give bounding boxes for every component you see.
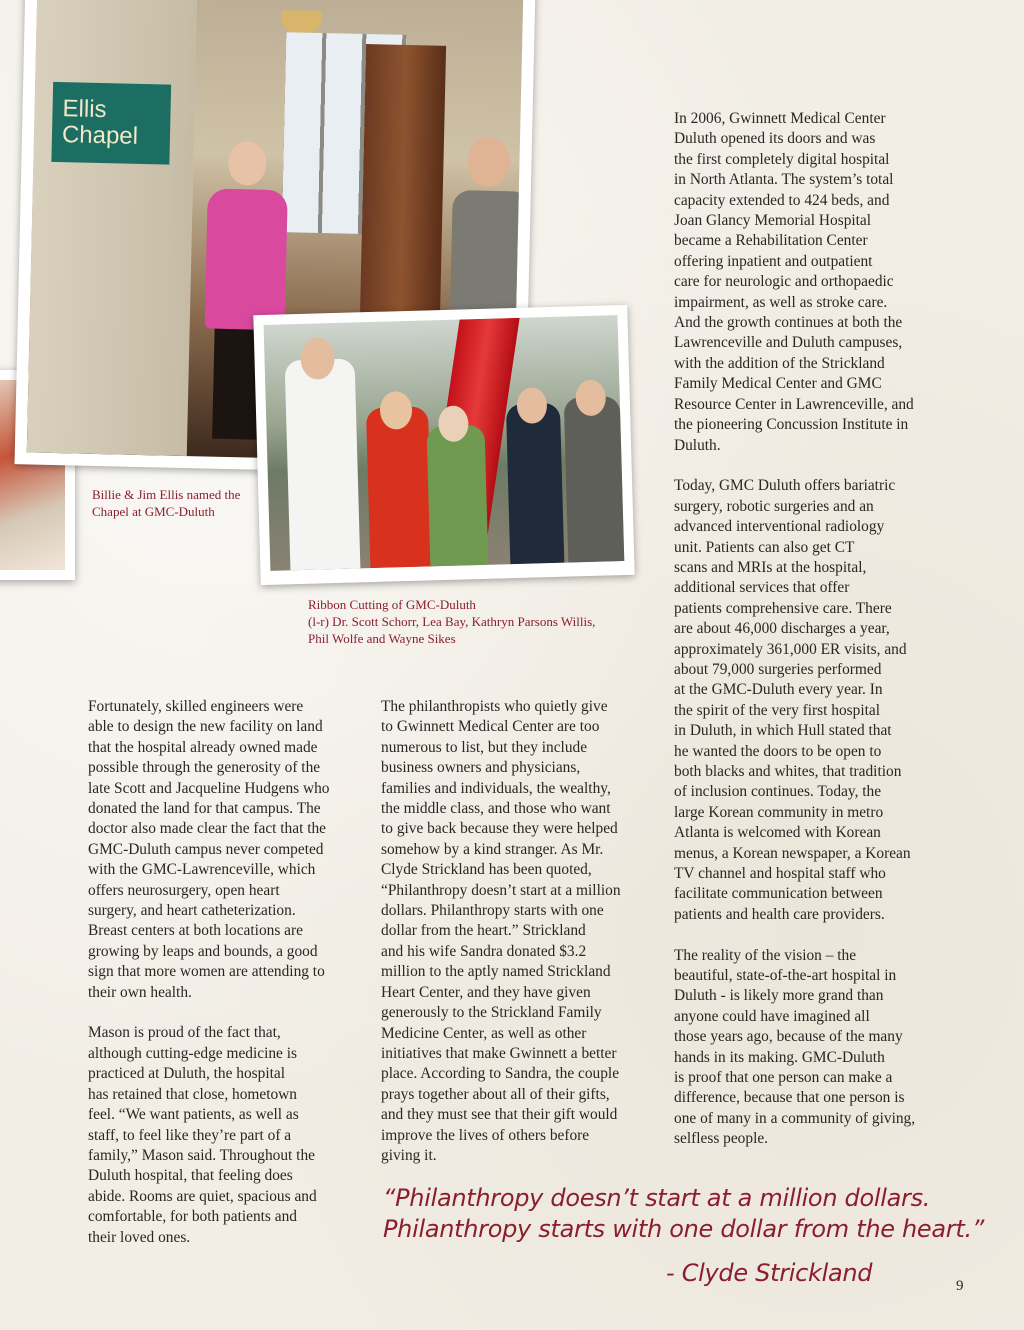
text-line: the pioneering Concussion Institute in: [674, 416, 909, 434]
text-line: Resource Center in Lawrenceville, and: [674, 395, 914, 413]
text-line: Duluth opened its doors and was: [674, 130, 876, 148]
text-line: The reality of the vision – the: [674, 946, 857, 964]
person-lea-bay: [366, 406, 432, 568]
text-line: capacity extended to 424 beds, and: [674, 191, 890, 209]
text-line: he wanted the doors to be open to: [674, 742, 882, 760]
text-line: in North Atlanta. The system’s total: [674, 171, 894, 189]
text-line: difference, because that one person is: [674, 1089, 905, 1107]
text-line: business owners and physicians,: [381, 759, 581, 777]
text-line: offering inpatient and outpatient: [674, 252, 873, 270]
person-phil-wolfe: [506, 403, 564, 564]
text-line: in Duluth, in which Hull stated that: [674, 722, 892, 740]
text-line: beautiful, state-of-the-art hospital in: [674, 967, 897, 985]
text-line: initiatives that make Gwinnett a better: [381, 1044, 617, 1062]
text-line: of inclusion continues. Today, the: [674, 783, 882, 801]
quote-attribution: - Clyde Strickland: [666, 1259, 873, 1287]
text-line: dollars. Philanthropy starts with one: [381, 902, 604, 920]
text-line: anyone could have imagined all: [674, 1007, 870, 1025]
person-kathryn-parsons-willis: [426, 425, 488, 567]
paragraph: [88, 697, 358, 1003]
text-line: possible through the generosity of the: [88, 759, 321, 777]
text-line: to Gwinnett Medical Center are too: [381, 718, 600, 736]
chapel-door: [359, 44, 446, 346]
text-line: TV channel and hospital staff who: [674, 865, 886, 883]
text-line: unit. Patients can also get CT: [674, 538, 855, 556]
text-line: Mason is proud of the fact that,: [88, 1024, 281, 1042]
caption-line: Ribbon Cutting of GMC-Duluth: [308, 597, 476, 612]
text-line: impairment, as well as stroke care.: [674, 293, 888, 311]
text-line: their own health.: [88, 983, 192, 1001]
text-line: are about 46,000 discharges a year,: [674, 620, 890, 638]
text-line: families and individuals, the wealthy,: [381, 779, 611, 797]
text-line: Joan Glancy Memorial Hospital: [674, 212, 872, 230]
paragraph: [88, 1023, 358, 1247]
photo-ribbon-cutting: [253, 305, 634, 585]
text-line: GMC-Duluth campus never competed: [88, 840, 324, 858]
text-line: place. According to Sandra, the couple: [381, 1065, 620, 1083]
text-line: has retained that close, hometown: [88, 1085, 297, 1103]
text-line: somehow by a kind stranger. As Mr.: [381, 840, 604, 858]
text-line: Family Medical Center and GMC: [674, 375, 882, 393]
text-line: about 79,000 surgeries performed: [674, 660, 882, 678]
text-line: with the GMC-Lawrenceville, which: [88, 861, 316, 879]
ceiling-light: [281, 10, 321, 33]
text-line: although cutting-edge medicine is: [88, 1044, 297, 1062]
text-line: donated the land for that campus. The: [88, 800, 321, 818]
page-number: 9: [956, 1278, 964, 1294]
text-line: Heart Center, and they have given: [381, 983, 591, 1001]
text-line: Clyde Strickland has been quoted,: [381, 861, 592, 879]
caption-ellis-chapel: [92, 486, 262, 520]
text-line: to give back because they were helped: [381, 820, 618, 838]
text-line: the spirit of the very first hospital: [674, 701, 881, 719]
paragraph: [674, 946, 944, 1150]
text-line: large Korean community in metro: [674, 803, 884, 821]
text-line: scans and MRIs at the hospital,: [674, 558, 867, 576]
text-line: patients comprehensive care. There: [674, 599, 892, 617]
text-column-3: [674, 109, 944, 1170]
text-line: Fortunately, skilled engineers were: [88, 698, 304, 715]
text-line: generously to the Strickland Family: [381, 1004, 602, 1022]
text-line: comfortable, for both patients and: [88, 1208, 297, 1226]
pull-quote-line: Philanthropy starts with one dollar from the heart.”: [383, 1215, 984, 1243]
chapel-sign-line-2: Chapel: [61, 121, 139, 150]
text-column-2: [381, 697, 651, 1187]
text-line: staff, to feel like they’re part of a: [88, 1126, 292, 1144]
text-line: In 2006, Gwinnett Medical Center: [674, 110, 886, 127]
text-line: abide. Rooms are quiet, spacious and: [88, 1187, 317, 1205]
text-line: feel. “We want patients, as well as: [88, 1106, 299, 1124]
text-line: the middle class, and those who want: [381, 800, 611, 818]
text-line: menus, a Korean newspaper, a Korean: [674, 844, 911, 862]
text-line: million to the aptly named Strickland: [381, 963, 611, 981]
text-line: And the growth continues at both the: [674, 314, 903, 332]
text-line: late Scott and Jacqueline Hudgens who: [88, 779, 330, 797]
paragraph: [674, 109, 944, 456]
photo-ribbon-cutting-image: [264, 315, 625, 571]
text-line: improve the lives of others before: [381, 1126, 590, 1144]
text-line: Today, GMC Duluth offers bariatric: [674, 477, 896, 495]
text-line: those years ago, because of the many: [674, 1028, 903, 1046]
text-line: sign that more women are attending to: [88, 963, 325, 981]
caption-ribbon-cutting: [308, 596, 628, 647]
text-line: Duluth hospital, that feeling does: [88, 1167, 293, 1185]
text-line: is proof that one person can make a: [674, 1069, 893, 1087]
paragraph: [674, 476, 944, 925]
caption-line: (l-r) Dr. Scott Schorr, Lea Bay, Kathryn Parsons Willis,: [308, 614, 596, 629]
text-line: giving it.: [381, 1146, 437, 1164]
text-line: both blacks and whites, that tradition: [674, 762, 902, 780]
text-line: growing by leaps and bounds, a good: [88, 942, 318, 960]
text-line: hands in its making. GMC-Duluth: [674, 1048, 885, 1066]
text-line: family,” Mason said. Throughout the: [88, 1146, 315, 1164]
text-line: Duluth - is likely more grand than: [674, 987, 884, 1005]
caption-line: Chapel at GMC-Duluth: [92, 504, 215, 519]
text-line: one of many in a community of giving,: [674, 1109, 916, 1127]
text-line: facilitate communication between: [674, 885, 883, 903]
text-line: prays together about all of their gifts,: [381, 1085, 610, 1103]
caption-line: Billie & Jim Ellis named the: [92, 487, 241, 502]
text-line: dollar from the heart.” Strickland: [381, 922, 586, 940]
pull-quote-line: “Philanthropy doesn’t start at a million dollars.: [383, 1184, 931, 1212]
text-line: surgery, and heart catheterization.: [88, 902, 296, 920]
text-line: practiced at Duluth, the hospital: [88, 1065, 286, 1083]
paragraph: [381, 697, 651, 1166]
text-line: Medicine Center, as well as other: [381, 1024, 587, 1042]
text-line: care for neurologic and orthopaedic: [674, 273, 894, 291]
chapel-wall: [27, 0, 198, 456]
text-line: approximately 361,000 ER visits, and: [674, 640, 907, 658]
text-line: the first completely digital hospital: [674, 150, 890, 168]
text-column-1: [88, 697, 358, 1268]
text-line: with the addition of the Strickland: [674, 354, 885, 372]
text-line: numerous to list, but they include: [381, 738, 588, 756]
chapel-sign-line-1: Ellis: [62, 95, 107, 124]
caption-line: Phil Wolfe and Wayne Sikes: [308, 631, 456, 646]
text-line: “Philanthropy doesn’t start at a million: [381, 881, 621, 899]
text-line: at the GMC-Duluth every year. In: [674, 681, 883, 699]
text-line: became a Rehabilitation Center: [674, 232, 868, 250]
text-line: and they must see that their gift would: [381, 1106, 618, 1124]
text-line: and his wife Sandra donated $3.2: [381, 942, 587, 960]
text-line: selfless people.: [674, 1130, 769, 1148]
text-line: advanced interventional radiology: [674, 518, 885, 536]
text-line: surgery, robotic surgeries and an: [674, 497, 874, 515]
text-line: patients and health care providers.: [674, 905, 885, 923]
person-wayne-sikes: [564, 396, 625, 562]
pull-quote: [383, 1183, 983, 1245]
text-line: Breast centers at both locations are: [88, 922, 303, 940]
text-line: that the hospital already owned made: [88, 738, 318, 756]
chapel-sign: [51, 82, 171, 165]
text-line: Lawrenceville and Duluth campuses,: [674, 334, 903, 352]
person-scott-schorr: [285, 358, 361, 570]
text-line: their loved ones.: [88, 1228, 191, 1246]
text-line: offers neurosurgery, open heart: [88, 881, 280, 899]
text-line: able to design the new facility on land: [88, 718, 323, 736]
text-line: The philanthropists who quietly give: [381, 698, 608, 715]
text-line: doctor also made clear the fact that the: [88, 820, 327, 838]
text-line: Atlanta is welcomed with Korean: [674, 824, 881, 842]
text-line: additional services that offer: [674, 579, 850, 597]
text-line: Duluth.: [674, 436, 721, 454]
